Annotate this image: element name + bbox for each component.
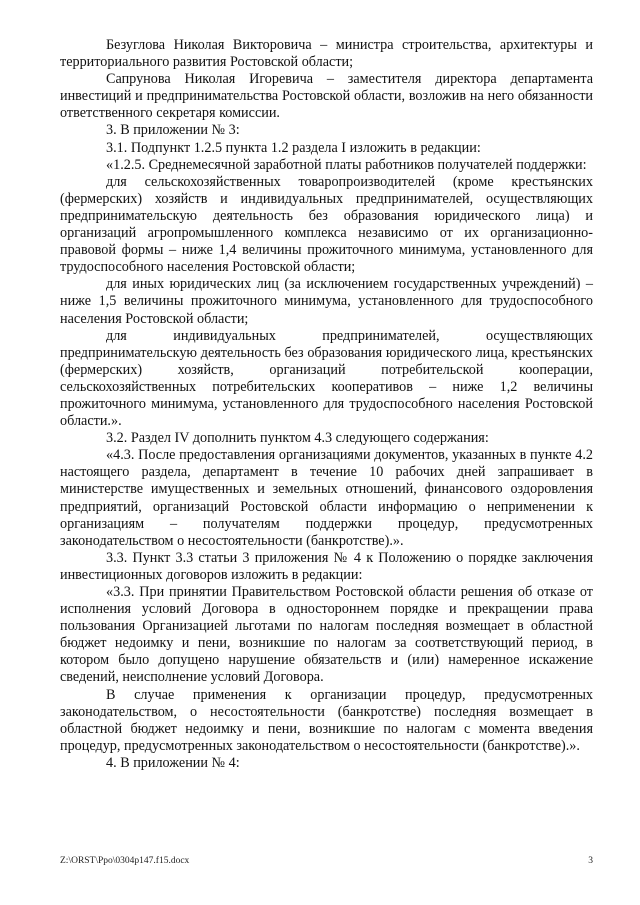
paragraph-individual-entrepreneurs: для индивидуальных предпринимателей, осуществляющих предпринимательскую деятельность без образования юридического лица, крестьянских (фермерских) хозяйств, организаций потребительской кооперации, сельскохозяйственных потребительских кооперативов – ниже 1,2 величины прожиточного минимума, установленного для трудоспособного населения Ростовской области.». bbox=[60, 327, 593, 430]
paragraph-item-3-3: 3.3. Пункт 3.3 статьи 3 приложения № 4 к Положению о порядке заключения инвестиционных договоров изложить в редакции: bbox=[60, 549, 593, 583]
paragraph-quoted-3-3: «3.3. При принятии Правительством Ростовской области решения об отказе от исполнения условий Договора в одностороннем порядке и прекращении права пользования Организацией льготами по налогам последняя возмещает в областной бюджет недоимку и пени, возникшие по налогам за соответствующий период, в котором было допущено нарушение обязательств и (или) намеренное искажение сведений, неисполнение условий Договора. bbox=[60, 584, 593, 686]
page-number: 3 bbox=[588, 856, 593, 866]
paragraph-other-legal-entities: для иных юридических лиц (за исключением государственных учреждений) – ниже 1,5 величины прожиточного минимума, установленного для трудоспособного населения Ростовской области; bbox=[60, 276, 593, 327]
paragraph-saprunov: Сапрунова Николая Игоревича – заместителя директора департамента инвестиций и предпринимательства Ростовской области, возложив на него обязанности ответственного секретаря комиссии. bbox=[60, 71, 593, 122]
paragraph-bezuglov: Безуглова Николая Викторовича – министра строительства, архитектуры и территориального развития Ростовской области; bbox=[60, 37, 593, 71]
page-footer bbox=[60, 855, 593, 869]
document-body bbox=[60, 37, 593, 772]
paragraph-item-3-2: 3.2. Раздел IV дополнить пунктом 4.3 следующего содержания: bbox=[106, 430, 489, 447]
paragraph-agri-producers: для сельскохозяйственных товаропроизводителей (кроме крестьянских (фермерских) хозяйств и индивидуальных предпринимателей, осуществляющих предпринимательскую деятельность без образования юридического лица) и организаций агропромышленного комплекса независимо от их организационно-правовой формы – ниже 1,4 величины прожиточного минимума, установленного для трудоспособного населения Ростовской области; bbox=[60, 173, 593, 276]
paragraph-appendix-4-heading: 4. В приложении № 4: bbox=[106, 754, 240, 771]
paragraph-item-3-1: 3.1. Подпункт 1.2.5 пункта 1.2 раздела I изложить в редакции: bbox=[106, 139, 481, 156]
paragraph-appendix-3-heading: 3. В приложении № 3: bbox=[106, 122, 240, 139]
paragraph-item-4-3: «4.3. После предоставления организациями документов, указанных в пункте 4.2 настоящего раздела, департамент в течение 10 рабочих дней запрашивает в министерстве имущественных и земельных отношений, финансового оздоровления предприятий, организаций Ростовской области информацию о неприменении к организациям – получателям поддержки процедур, предусмотренных законодательством о несостоятельности (банкротстве).». bbox=[60, 447, 593, 549]
file-path: Z:\ORST\Ppo\0304p147.f15.docx bbox=[60, 856, 190, 866]
paragraph-item-1-2-5: «1.2.5. Среднемесячной заработной платы работников получателей поддержки: bbox=[106, 156, 587, 173]
paragraph-bankruptcy-case: В случае применения к организации процедур, предусмотренных законодательством, о несостоятельности (банкротстве) последняя возмещает в областной бюджет недоимку и пени, возникшие по налогам с момента введения процедур, предусмотренных законодательством о несостоятельности (банкротстве).». bbox=[60, 686, 593, 754]
